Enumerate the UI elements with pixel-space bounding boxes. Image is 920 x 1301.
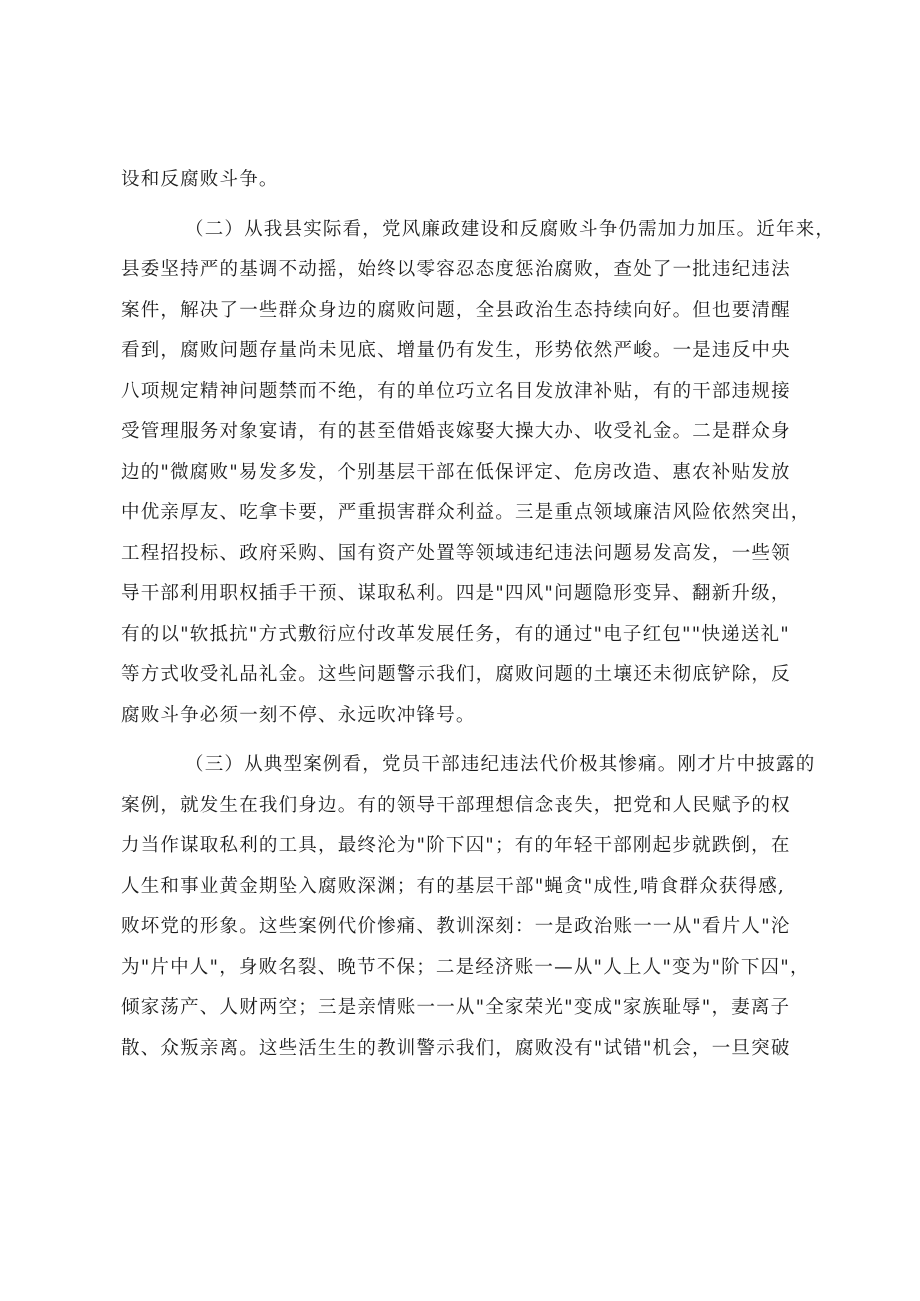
text-line: 中优亲厚友、吃拿卡要，严重损害群众利益。三是重点领域廉洁风险依然突出， <box>121 502 811 523</box>
paragraph-gap <box>121 201 801 210</box>
text-line: 案件，解决了一些群众身边的腐败问题，全县政治生态持续向好。但也要清醒 <box>121 299 791 321</box>
text-line: 八项规定精神问题禁而不绝，有的单位巧立名目发放津补贴，有的干部违规接 <box>121 380 791 402</box>
text-line: 设和反腐败斗争。 <box>121 169 279 190</box>
paragraph-2 <box>121 210 836 737</box>
text-line: 败坏党的形象。这些案例代价惨痛、教训深刻：一是政治账一一从"看片人"沦 <box>121 916 791 937</box>
text-line: 散、众叛亲离。这些活生生的教训警示我们，腐败没有"试错"机会，一旦突破 <box>121 1037 791 1059</box>
document-body <box>121 160 836 1110</box>
text-line: 县委坚持严的基调不动摇，始终以零容忍态度惩治腐败，查处了一批违纪违法 <box>121 259 791 280</box>
text-line: 边的"微腐败"易发多发，个别基层干部在低保评定、危房改造、惠农补贴发放 <box>121 461 791 483</box>
text-line: （三）从典型案例看，党员干部违纪违法代价极其惨痛。刚才片中披露的 <box>185 754 816 775</box>
text-line: 力当作谋取私利的工具，最终沦为"阶下囚"；有的年轻干部刚起步就跌倒，在 <box>121 835 791 856</box>
text-line: （二）从我县实际看，党风廉政建设和反腐败斗争仍需加力加压。近年来， <box>185 218 836 240</box>
text-line: 为"片中人"，身败名裂、晚节不保；二是经济账一—从"人上人"变为"阶下囚"， <box>121 956 810 978</box>
paragraph-1 <box>121 160 801 201</box>
text-line: 工程招投标、政府采购、国有资产处置等领域违纪违法问题易发高发，一些领 <box>121 542 791 564</box>
text-line: 受管理服务对象宴请，有的甚至借婚丧嫁娶大操大办、收受礼金。二是群众身 <box>121 421 791 442</box>
text-line: 有的以"软抵抗"方式敷衍应付改革发展任务，有的通过"电子红包""快递送礼" <box>121 623 790 645</box>
paragraph-gap <box>121 736 801 745</box>
text-line: 案例，就发生在我们身边。有的领导干部理想信念丧失，把党和人民赋予的权 <box>121 794 791 816</box>
text-line: 倾家荡产、人财两空；三是亲情账一一从"全家荣光"变成"家族耻辱"，妻离子 <box>121 997 791 1018</box>
text-line: 看到，腐败问题存量尚未见底、增量仍有发生，形势依然严峻。一是违反中央 <box>121 340 791 361</box>
text-line: 腐败斗争必须一刻不停、永远吹冲锋号。 <box>121 704 476 726</box>
text-line: 等方式收受礼品礼金。这些问题警示我们，腐败问题的土壤还未彻底铲除，反 <box>121 664 791 685</box>
text-line <box>121 1069 801 1110</box>
paragraph-3 <box>121 745 816 1110</box>
text-line: 导干部利用职权插手干预、谋取私利。四是"四风"问题隐形变异、翻新升级， <box>121 583 791 604</box>
text-line: 人生和事业黄金期坠入腐败深渊；有的基层干部"蝇贪"成性,啃食群众获得感, <box>121 875 785 897</box>
